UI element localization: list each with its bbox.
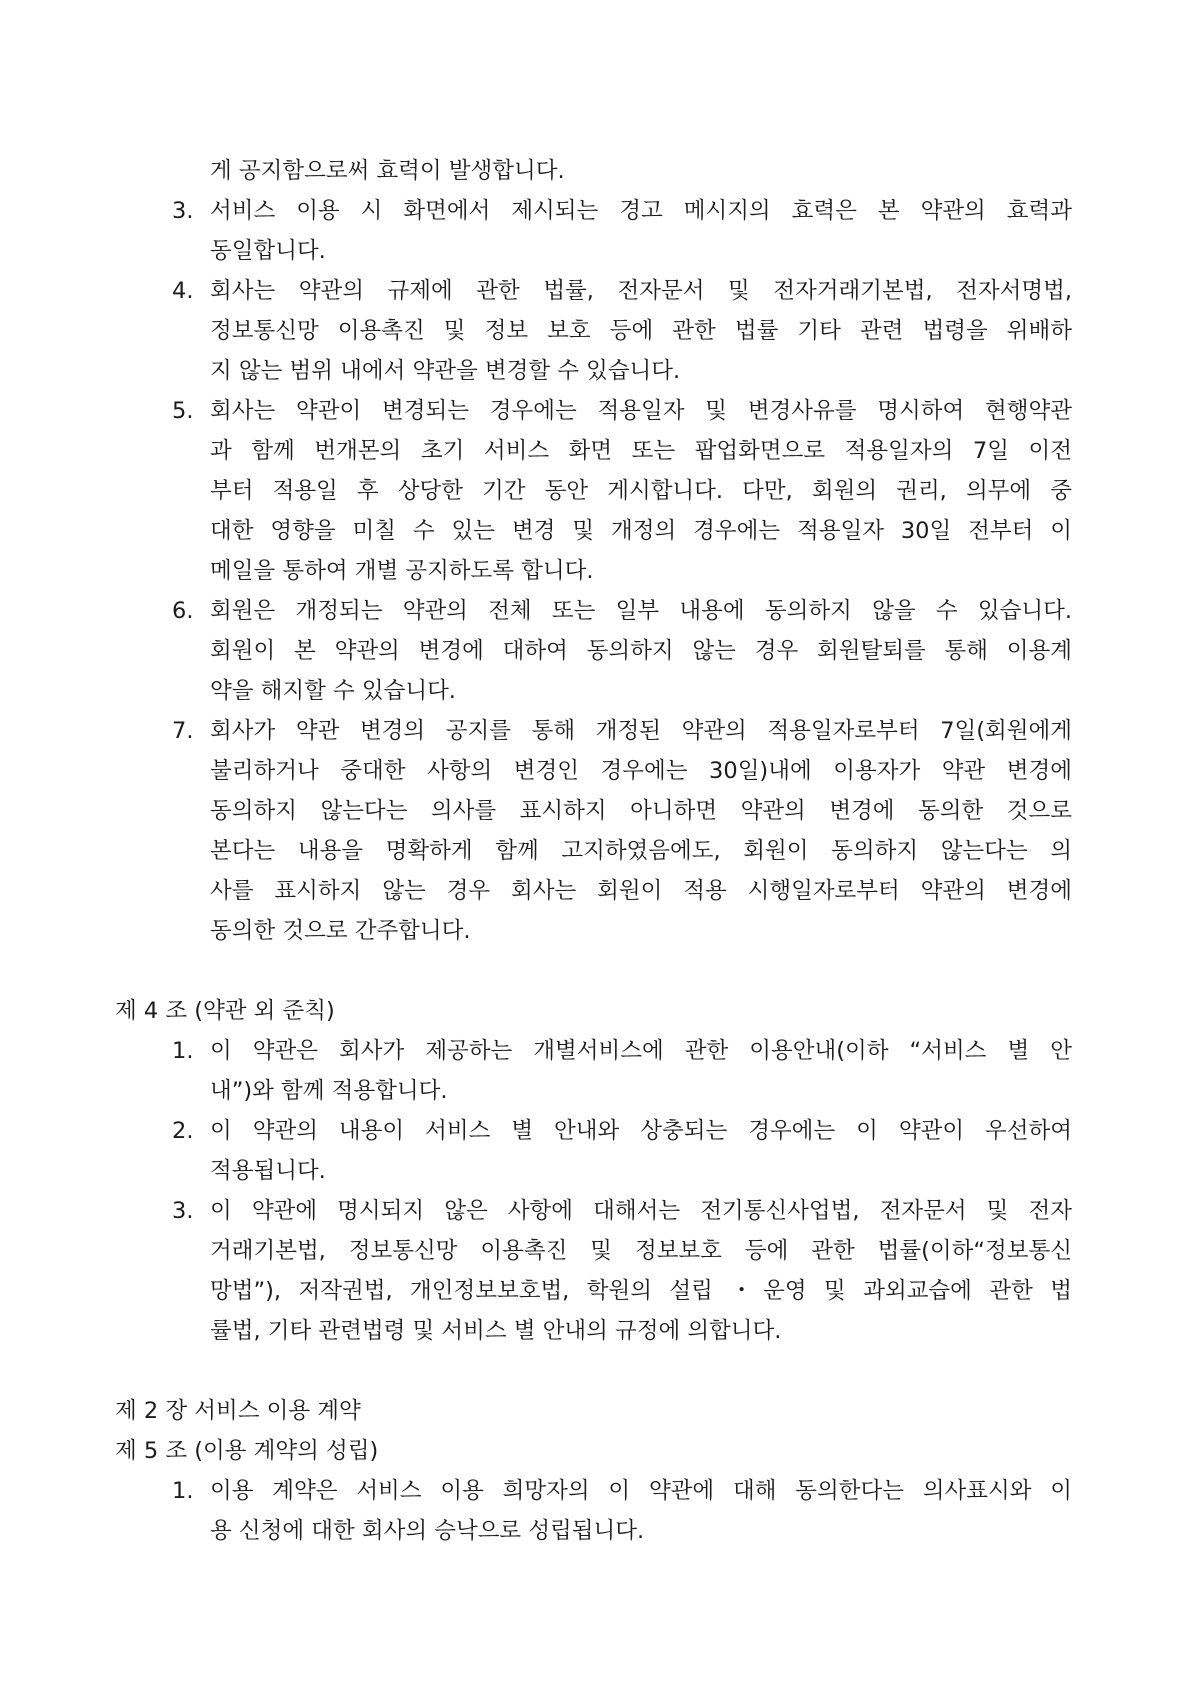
article3-item5-line2: 과 함께 번개몬의 초기 서비스 화면 또는 팝업화면으로 적용일자의 7일 이전 [210, 438, 1072, 464]
article4-item1-line2: 내”)와 함께 적용합니다. [210, 1078, 448, 1104]
article5-item1-line2: 용 신청에 대한 회사의 승낙으로 성립됩니다. [210, 1518, 645, 1544]
article4-item3-line4: 률법, 기타 관련법령 및 서비스 별 안내의 규정에 의합니다. [210, 1318, 782, 1344]
article4-item1-line1: 이 약관은 회사가 제공하는 개별서비스에 관한 이용안내(이하 “서비스 별 안 [210, 1038, 1072, 1064]
article3-item3-line2: 동일합니다. [210, 238, 326, 264]
article4-item2-line1: 이 약관의 내용이 서비스 별 안내와 상충되는 경우에는 이 약관이 우선하여 [210, 1118, 1072, 1144]
article4-item2-number: 2. [172, 1118, 194, 1144]
article3-item7-line4: 본다는 내용을 명확하게 함께 고지하였음에도, 회원이 동의하지 않는다는 의 [210, 838, 1072, 864]
article3-item5-line5: 메일을 통하여 개별 공지하도록 합니다. [210, 558, 594, 584]
article3-item5-number: 5. [172, 398, 194, 424]
article3-item4-line1: 회사는 약관의 규제에 관한 법률, 전자문서 및 전자거래기본법, 전자서명법, [210, 278, 1072, 304]
article3-item7-number: 7. [172, 718, 194, 744]
article3-item3-line1: 서비스 이용 시 화면에서 제시되는 경고 메시지의 효력은 본 약관의 효력과 [210, 198, 1072, 224]
article4-item3-line2: 거래기본법, 정보통신망 이용촉진 및 정보보호 등에 관한 법률(이하“정보통신 [210, 1238, 1072, 1264]
article3-item5-line1: 회사는 약관이 변경되는 경우에는 적용일자 및 변경사유를 명시하여 현행약관 [210, 398, 1072, 424]
article3-item5-line3: 부터 적용일 후 상당한 기간 동안 게시합니다. 다만, 회원의 권리, 의무에 중 [210, 478, 1072, 504]
article3-item3-number: 3. [172, 198, 194, 224]
article3-item7-line1: 회사가 약관 변경의 공지를 통해 개정된 약관의 적용일자로부터 7일(회원에게 [210, 718, 1072, 744]
article3-item7-line5: 사를 표시하지 않는 경우 회사는 회원이 적용 시행일자로부터 약관의 변경에 [210, 878, 1072, 904]
article3-item6-number: 6. [172, 598, 194, 624]
article4-item3-line1: 이 약관에 명시되지 않은 사항에 대해서는 전기통신사업법, 전자문서 및 전자 [210, 1198, 1072, 1224]
article5-item1-number: 1. [172, 1478, 194, 1504]
chapter2-heading: 제 2 장 서비스 이용 계약 [115, 1398, 361, 1424]
article3-item6-line3: 약을 해지할 수 있습니다. [210, 678, 456, 704]
article3-item7-line3: 동의하지 않는다는 의사를 표시하지 아니하면 약관의 변경에 동의한 것으로 [210, 798, 1072, 824]
article4-heading: 제 4 조 (약관 외 준칙) [115, 998, 335, 1024]
article5-heading: 제 5 조 (이용 계약의 성립) [115, 1438, 379, 1464]
article3-item5-line4: 대한 영향을 미칠 수 있는 변경 및 개정의 경우에는 적용일자 30일 전부터 이 [210, 518, 1072, 544]
article4-item3-line3: 망법”), 저작권법, 개인정보보호법, 학원의 설립 ・운영 및 과외교습에 관한 법 [210, 1278, 1072, 1304]
article5-item1-line1: 이용 계약은 서비스 이용 희망자의 이 약관에 대해 동의한다는 의사표시와 이 [210, 1478, 1072, 1504]
article3-item4-number: 4. [172, 278, 194, 304]
article3-item6-line2: 회원이 본 약관의 변경에 대하여 동의하지 않는 경우 회원탈퇴를 통해 이용계 [210, 638, 1072, 664]
article3-item2-continuation: 게 공지함으로써 효력이 발생합니다. [210, 158, 565, 184]
article4-item3-number: 3. [172, 1198, 194, 1224]
article3-item7-line6: 동의한 것으로 간주합니다. [210, 918, 471, 944]
article4-item2-line2: 적용됩니다. [210, 1158, 326, 1184]
article3-item6-line1: 회원은 개정되는 약관의 전체 또는 일부 내용에 동의하지 않을 수 있습니다. [210, 598, 1072, 624]
article3-item4-line3: 지 않는 범위 내에서 약관을 변경할 수 있습니다. [210, 358, 681, 384]
article3-item7-line2: 불리하거나 중대한 사항의 변경인 경우에는 30일)내에 이용자가 약관 변경에 [210, 758, 1072, 784]
article3-item4-line2: 정보통신망 이용촉진 및 정보 보호 등에 관한 법률 기타 관련 법령을 위배하 [210, 318, 1072, 344]
article4-item1-number: 1. [172, 1038, 194, 1064]
